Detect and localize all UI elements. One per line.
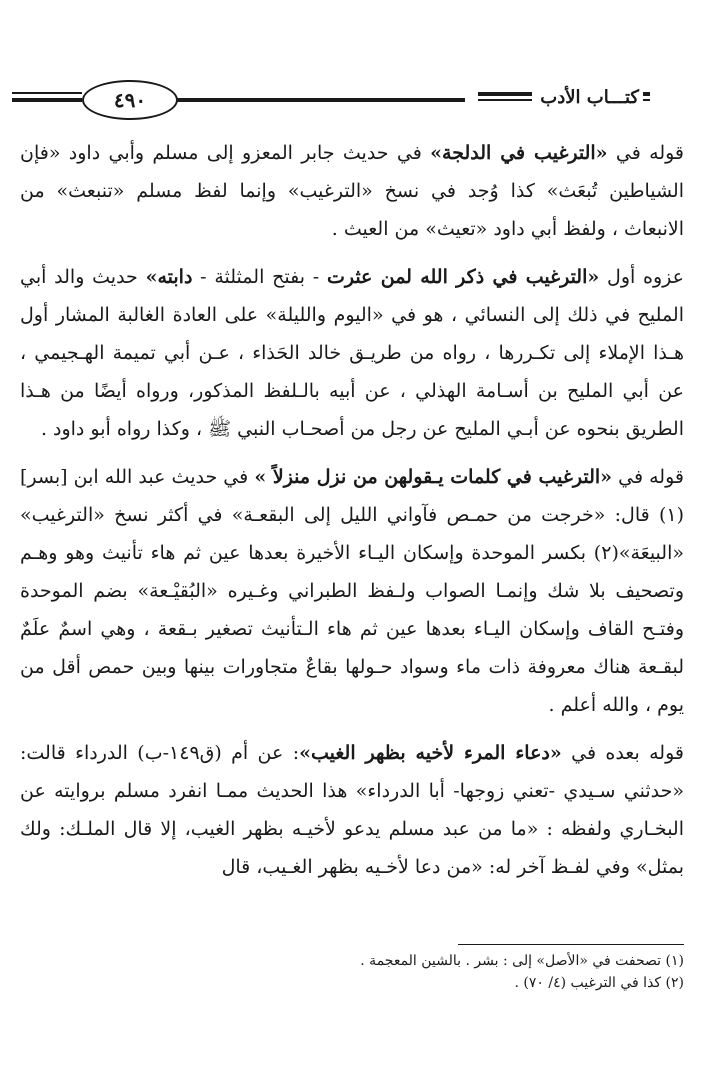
paragraph	[20, 458, 684, 724]
text-run: قوله في	[612, 466, 684, 488]
heading-phrase: «الترغيب في الدلجة»	[430, 142, 608, 164]
text-run: : عن أم (ق١٤٩-ب) الدرداء قالت: «حدثني سـيدي -تعني زوجها- أبا الدرداء» هذا الحديث ممـا انفرد مسلم بروايته عن البخـاري ولفظه : «ما من عبد مسلم يدعو لأخيـه بظهر الغيب، إلا قال الملـك: ولك بمثل» وفي لفـظ آخر له: «من دعا لأخـيه بظهر الغـيب، قال	[20, 742, 684, 878]
main-text	[20, 134, 684, 896]
text-run: قوله في	[607, 142, 685, 164]
header-rule-left	[12, 92, 82, 104]
text-run: في حديث عبد الله ابن [بسر](١) قال: «خرجت من حمـص فآواني الليل إلى البقعـة» في أكثر نسخ «الترغيب» «البيعَة»(٢) بكسر الموحدة وإسكان اليـاء الأخيرة بعدها عين ثم هاء تأنيث وهو وهـم وتصحيف بلا شك وإنمـا الصواب ولـفظ الطبراني وغـيره «البُقيْـعة» بضم الموحدة وفتـح القاف وإسكان اليـاء بعدها عين ثم هاء الـتأنيث تصغير بـقعة ، وهي اسمٌ علَمٌ لبقـعة هناك معروفة ذات ماء وسواد حـولها بقاعٌ متجاورات بينها وبين حمص أقل من يوم ، والله أعلم .	[20, 466, 684, 716]
heading-phrase: «الترغيب في كلمات يـقولهن من نزل منزلاً »	[254, 466, 613, 488]
footnote: (٢) كذا في الترغيب (٤/ ٧٠) .	[514, 975, 684, 991]
footnote-separator	[458, 944, 684, 945]
text-run: عزوه أول	[599, 266, 684, 288]
header-rule-middle	[175, 98, 465, 104]
book-title: كتـــاب الأدب	[532, 86, 643, 110]
text-run: قوله بعده في	[561, 742, 684, 764]
text-run: حديث والد أبي المليح في ذلك إلى النسائي ، هو في «اليوم والليلة» على العادة الغالبة المشار أول هـذا الإملاء إلى تكـررها ، رواه من طريـق خالد الحَذاء ، عـن أبي تميمة الهـجيمي ، عن أبي المليح بن أسـامة الهذلي ، عن أبيه بالـلفظ المذكور، وروا‌ه أيضًا من هـذا الطريق بنحوه عن أبـي المليح عن رجل من أصحـاب النبي ﷺ ، وكذا رواه أبو داود .	[20, 266, 684, 440]
heading-phrase: دابته»	[145, 266, 193, 288]
footnote: (١) تصحفت في «الأصل» إلى : بشر . بالشين المعجمة .	[360, 953, 684, 969]
paragraph	[20, 734, 684, 886]
paragraph	[20, 258, 684, 448]
text-run: - بفتح المثلثة -	[192, 266, 327, 288]
heading-phrase: «الترغيب في ذكر الله لمن عثرت	[326, 266, 600, 288]
heading-phrase: «دعاء المرء لأخيه بظهر الغيب»	[299, 742, 562, 764]
page-number: ٤٩٠	[82, 80, 178, 120]
text-run: في حديث جابر المعزو إلى مسلم وأبي داود «فإن الشياطين تُبعَث» كذا وُجد في نسخ «الترغيب» وإنما لفظ مسلم «تنبعث» من الانبعاث ، ولفظ أبي داود «تعيث» من العيث .	[20, 142, 684, 240]
paragraph	[20, 134, 684, 248]
footnotes	[240, 950, 684, 994]
page-header	[0, 72, 703, 132]
